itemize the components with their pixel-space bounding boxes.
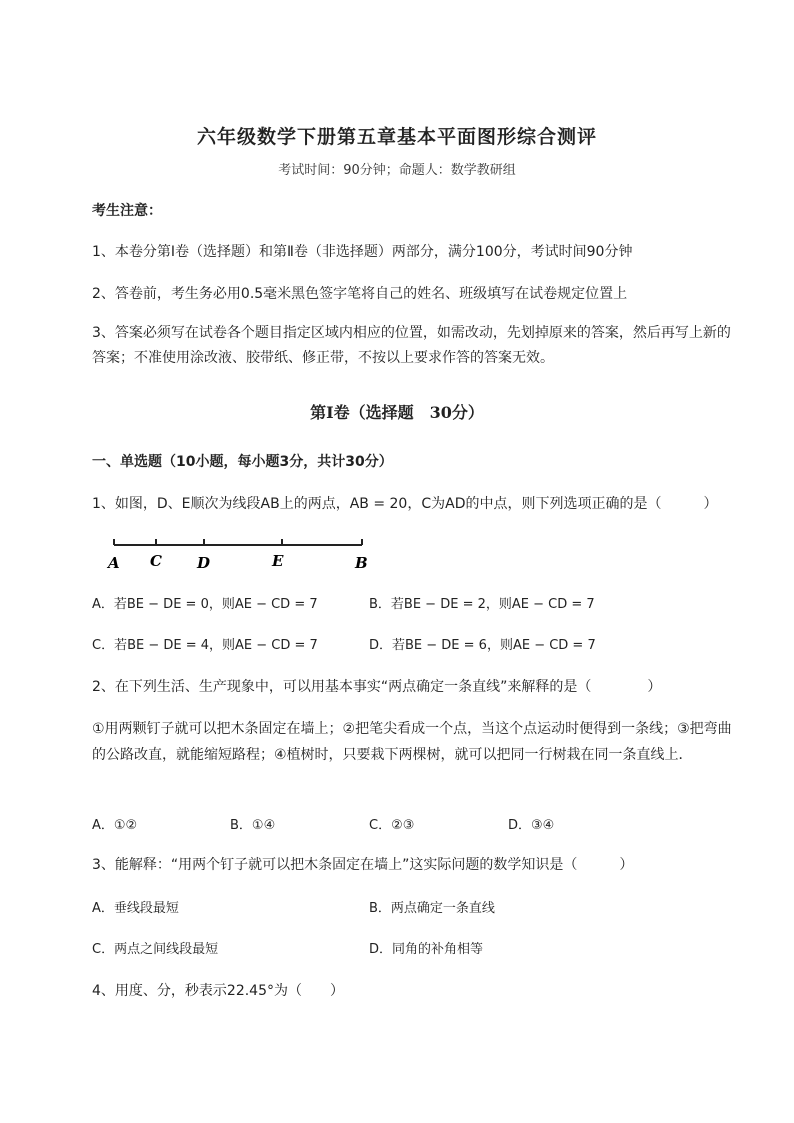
question-4-stem: 4、用度、分，秒表示22.45°为（ ） xyxy=(92,983,344,999)
notice-item-3: 3、答案必须写在试卷各个题目指定区域内相应的位置，如需改动，先划掉原来的答案，然后再写上新的答案；不准使用涂改液、胶带纸、修正带，不按以上要求作答的答案无效。 xyxy=(92,325,731,366)
q3-option-a[interactable]: A．垂线段最短 xyxy=(92,901,179,916)
exam-subtitle: 考试时间：90分钟；命题人：数学教研组 xyxy=(278,163,516,178)
q2-option-b[interactable]: B．①④ xyxy=(230,818,276,833)
notice-heading: 考生注意： xyxy=(92,203,162,219)
question-2-stem: 2、在下列生活、生产现象中，可以用基本事实“两点确定一条直线”来解释的是（ ） xyxy=(92,679,662,695)
q2-option-a[interactable]: A．①② xyxy=(92,818,138,833)
question-3-stem: 3、能解释：“用两个钉子就可以把木条固定在墙上”这实际问题的数学知识是（ ） xyxy=(92,857,634,873)
q3-option-b[interactable]: B．两点确定一条直线 xyxy=(369,901,495,916)
q3-option-d[interactable]: D．同角的补角相等 xyxy=(369,942,484,957)
point-label-e: E xyxy=(272,552,284,570)
q2-option-d[interactable]: D．③④ xyxy=(508,818,555,833)
q2-option-c[interactable]: C．②③ xyxy=(369,818,415,833)
point-label-a: A xyxy=(108,554,120,572)
part1-title: 第I卷（选择题 30分） xyxy=(310,403,484,422)
question-2-body: ①用两颗钉子就可以把木条固定在墙上；②把笔尖看成一个点，当这个点运动时便得到一条线；③把弯曲的公路改直，就能缩短路程；④植树时，只要栽下两棵树，就可以把同一行树栽在同一条直线上． xyxy=(92,721,732,763)
q3-option-c[interactable]: C．两点之间线段最短 xyxy=(92,942,219,957)
point-label-b: B xyxy=(355,554,368,572)
point-label-c: C xyxy=(150,552,162,570)
section-heading: 一、单选题（10小题，每小题3分，共计30分） xyxy=(92,454,393,470)
segment-figure xyxy=(100,530,390,574)
notice-item-1: 1、本卷分第I卷（选择题）和第Ⅱ卷（非选择题）两部分，满分100分，考试时间90分钟 xyxy=(92,244,633,260)
point-label-d: D xyxy=(197,554,211,572)
q1-option-c[interactable]: C．若BE − DE = 4，则AE − CD = 7 xyxy=(92,638,318,653)
exam-title: 六年级数学下册第五章基本平面图形综合测评 xyxy=(196,126,597,148)
q1-option-a[interactable]: A．若BE − DE = 0，则AE − CD = 7 xyxy=(92,597,318,612)
question-1-stem: 1、如图，D、E顺次为线段AB上的两点，AB = 20，C为AD的中点，则下列选项正确的是（ ） xyxy=(92,496,718,512)
notice-item-2: 2、答卷前，考生务必用0.5毫米黑色签字笔将自己的姓名、班级填写在试卷规定位置上 xyxy=(92,286,628,302)
q1-option-d[interactable]: D．若BE − DE = 6，则AE − CD = 7 xyxy=(369,638,596,653)
q1-option-b[interactable]: B．若BE − DE = 2，则AE − CD = 7 xyxy=(369,597,595,612)
